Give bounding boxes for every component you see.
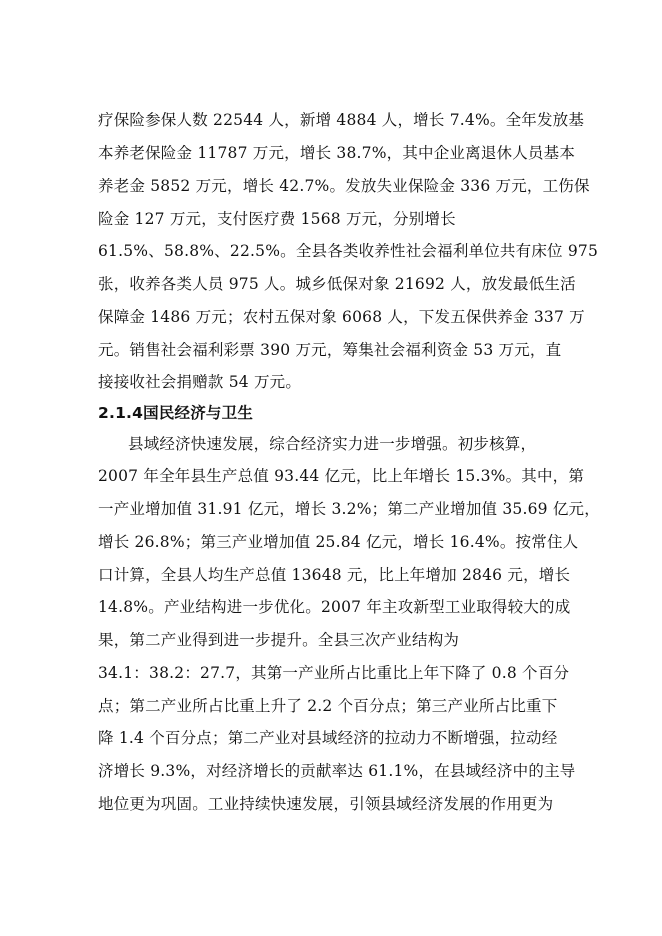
paragraph-line: 61.5%、58.8%、22.5%。全县各类收养性社会福利单位共有床位 975 [98, 242, 599, 260]
paragraph-line: 本养老保险金 11787 万元，增长 38.7%，其中企业离退休人员基本 [98, 144, 576, 162]
paragraph-line: 养老金 5852 万元，增长 42.7%。发放失业保险金 336 万元，工伤保 [98, 177, 590, 195]
paragraph-line: 增长 26.8%；第三产业增加值 25.84 亿元，增长 16.4%。按常住人 [98, 533, 579, 551]
paragraph-line: 果，第二产业得到进一步提升。全县三次产业结构为 [98, 631, 460, 649]
paragraph-line: 疗保险参保人数 22544 人，新增 4884 人，增长 7.4%。全年发放基 [98, 111, 585, 129]
paragraph-line: 元。销售社会福利彩票 390 万元，筹集社会福利资金 53 万元，直 [98, 341, 562, 359]
paragraph-line: 县域经济快速发展，综合经济实力进一步增强。初步核算， [128, 435, 537, 453]
paragraph-line: 14.8%。产业结构进一步优化。2007 年主攻新型工业取得较大的成 [98, 598, 571, 616]
paragraph-line: 34.1：38.2：27.7，其第一产业所占比重比上年下降了 0.8 个百分 [98, 664, 570, 682]
paragraph-line: 口计算，全县人均生产总值 13648 元，比上年增加 2846 元，增长 [98, 566, 571, 584]
paragraph-line: 降 1.4 个百分点；第二产业对县域经济的拉动力不断增强，拉动经 [98, 729, 558, 747]
paragraph-line: 保障金 1486 万元；农村五保对象 6068 人，下发五保供养金 337 万 [98, 308, 585, 326]
section-heading: 2.1.4国民经济与卫生 [98, 404, 254, 422]
paragraph-line: 点；第二产业所占比重上升了 2.2 个百分点；第三产业所占比重下 [98, 697, 558, 715]
paragraph-line: 接接收社会捐赠款 54 万元。 [98, 373, 302, 391]
paragraph-line: 地位更为巩固。工业持续快速发展，引领县域经济发展的作用更为 [98, 795, 554, 813]
paragraph-line: 济增长 9.3%，对经济增长的贡献率达 61.1%，在县域经济中的主导 [98, 762, 576, 780]
paragraph-line: 张，收养各类人员 975 人。城乡低保对象 21692 人，放发最低生活 [98, 275, 576, 293]
paragraph-line: 险金 127 万元，支付医疗费 1568 万元，分别增长 [98, 210, 456, 228]
paragraph-line: 2007 年全年县生产总值 93.44 亿元，比上年增长 15.3%。其中，第 [98, 467, 585, 485]
paragraph-line: 一产业增加值 31.91 亿元，增长 3.2%；第二产业增加值 35.69 亿元， [98, 500, 600, 518]
